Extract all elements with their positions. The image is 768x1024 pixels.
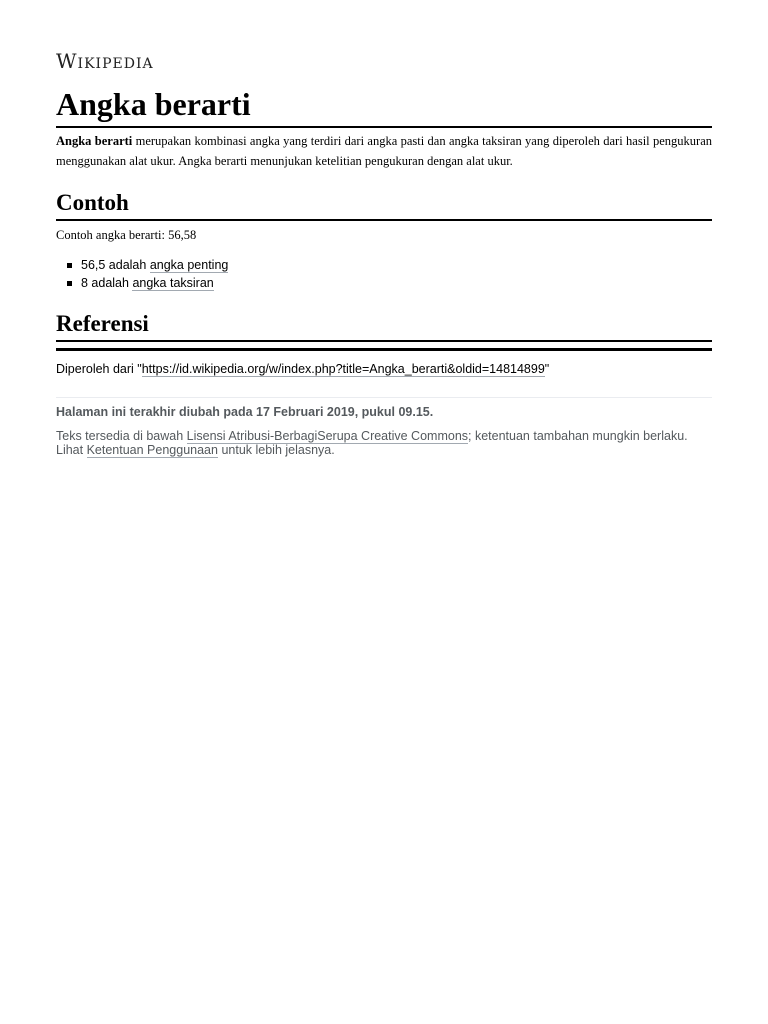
- list-item-prefix: 56,5 adalah: [81, 258, 150, 272]
- list-item: [56, 274, 228, 292]
- wikipedia-logo[interactable]: Wikipedia: [56, 49, 154, 73]
- bullet-icon: [67, 281, 72, 286]
- section-heading-referensi: Referensi: [56, 309, 712, 342]
- terms-of-use-link[interactable]: Ketentuan Penggunaan: [86, 443, 218, 457]
- example-text: Contoh angka berarti: 56,58: [56, 228, 197, 242]
- intro-paragraph: [56, 131, 712, 171]
- section-heading-contoh: Contoh: [56, 188, 712, 221]
- license-suffix: untuk lebih jelasnya.: [217, 443, 335, 457]
- page-title: Angka berarti: [56, 84, 712, 128]
- list-item-prefix: 8 adalah: [81, 276, 133, 290]
- retrieved-suffix: ": [544, 362, 550, 376]
- retrieved-from: [56, 360, 549, 378]
- license-text: [56, 429, 712, 457]
- license-middle: ; ketentuan tambahan mungkin berlaku. Lihat: [56, 429, 688, 457]
- permanent-link[interactable]: https://id.wikipedia.org/w/index.php?title=Angka_berarti&oldid=14814899: [141, 362, 545, 376]
- last-modified: Halaman ini terakhir diubah pada 17 Februari 2019, pukul 09.15.: [56, 405, 434, 419]
- license-prefix: Teks tersedia di bawah: [56, 429, 187, 443]
- footer-divider: [56, 397, 712, 398]
- bullet-icon: [67, 263, 72, 268]
- references-divider: [56, 348, 712, 351]
- link-angka-penting[interactable]: angka penting: [149, 258, 229, 272]
- license-link[interactable]: Lisensi Atribusi-BerbagiSerupa Creative Commons: [186, 429, 469, 443]
- intro-text: merupakan kombinasi angka yang terdiri dari angka pasti dan angka taksiran yang diperoleh dari hasil pengukuran menggunakan alat ukur. Angka berarti menunjukan ketelitian pengukuran dengan alat ukur.: [56, 134, 712, 168]
- list-item: [56, 256, 228, 274]
- example-list: [56, 256, 228, 292]
- link-angka-taksiran[interactable]: angka taksiran: [132, 276, 214, 290]
- intro-bold-term: Angka berarti: [56, 134, 133, 148]
- retrieved-prefix: Diperoleh dari ": [56, 362, 142, 376]
